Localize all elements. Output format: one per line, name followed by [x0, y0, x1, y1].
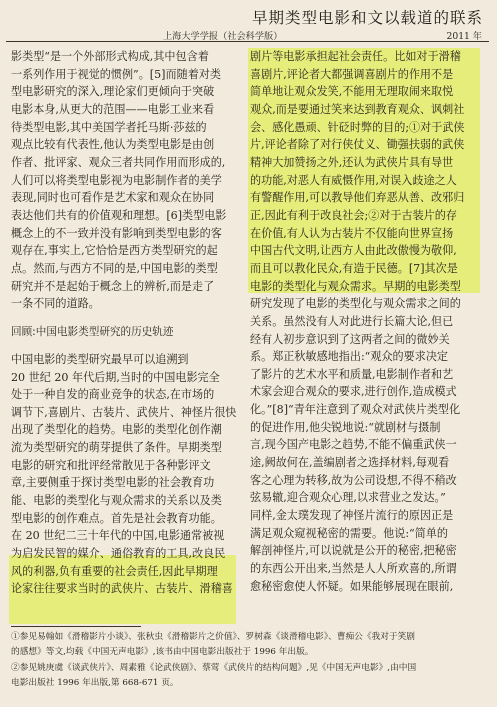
text-line: 调节下,喜剧片、古装片、武侠片、神怪片很快: [11, 405, 237, 419]
text-line: 20 世纪 20 年代后期,当时的中国电影完全: [11, 370, 220, 384]
text-line: 愈秘密愈使人怀疑。如果能够展现在眼前,: [250, 579, 454, 593]
text-line: 有警醒作用,可以教导他们弃恶从善、改邪归: [250, 191, 465, 205]
text-line: 为启发民智的媒介、通俗教育的工具,改良民: [11, 547, 226, 561]
running-title: 早期类型电影和文以载道的联系: [251, 9, 483, 27]
text-line: 观众,而是要通过笑来达到教育观众、讽刺社: [250, 102, 465, 116]
text-line: 剧片等电影承担起社会责任。比如对于滑稽: [250, 50, 461, 63]
text-line: 出现了类型化的趋势。电影的类型化创作潮: [11, 423, 222, 437]
text-line: 而且可以教化民众,有造于民德。[7]其次是: [250, 261, 458, 275]
text-line: 处于一种自发的商业竞争的状态,在市场的: [11, 388, 215, 402]
text-line: 待类型电影,其中美国学者托马斯·莎兹的: [11, 120, 207, 134]
text-line: 作者、批评家、观众三者共同作用而形成的,: [11, 155, 226, 169]
text-line: 表现,同时也可看作是艺术家和观众在协同: [11, 191, 215, 205]
text-line: 精神大加赞扬之外,还认为武侠片具有导世: [250, 155, 454, 169]
text-line: 满足观众窥视秘密的需要。他说:“简单的: [250, 526, 449, 540]
text-line: 解剖神怪片,可以说就是公开的秘密,把秘密: [250, 544, 457, 558]
text-line: 一系列作用于视觉的惯例”。[5]而随着对类: [11, 67, 221, 81]
footnote-line: 电影出版社 1996 年出版,第 668-671 页。: [11, 677, 179, 688]
text-line: 型电影研究的深入,理论家们更倾向于突破: [11, 85, 215, 99]
text-line: 在价值,有人认为古装片不仅能向世界宣扬: [250, 226, 454, 240]
text-line: 流为类型研究的萌芽提供了条件。早期类型: [11, 441, 222, 455]
journal-name: 上海大学学报（社会科学版）: [163, 31, 283, 42]
text-line: 人们可以将类型电影视为电影制作者的美学: [11, 173, 222, 187]
text-line: 电影的类型化与观众需求。早期的电影类型: [250, 279, 461, 293]
text-line: 电影本身,从更大的范围——电影工业来看: [11, 102, 215, 116]
text-line: 研究发现了电影的类型化与观众需求之间的: [250, 297, 461, 311]
text-line: 研究并不是起始于概念上的辨析,而是走了: [11, 279, 215, 293]
text-line: 的东西公开出来,当然是人人所欢喜的,所谓: [250, 562, 457, 576]
footnote-line: ②参见姚庚虞《谈武侠片》、周素雅《论武侠剧》、蔡莺《武侠片的结构问题》,见《中国无声电影》,由中国: [11, 663, 417, 673]
text-line: 观点比较有代表性,他认为类型电影是由创: [11, 138, 215, 152]
text-line: 观存在,事实上,它恰恰是西方类型研究的起: [11, 244, 218, 258]
text-line: 同样,金太璞发现了神怪片流行的原因正是: [250, 509, 454, 523]
footnote-2: [11, 661, 481, 690]
text-line: 章,主要侧重于探讨类型电影的社会教育功: [11, 476, 215, 490]
text-line: 正,因此有利于改良社会;②对于古装片的存: [250, 208, 457, 222]
text-line: 的功能,对恶人有威慑作用,对误入歧途之人: [250, 173, 457, 187]
text-line: 简单地让观众发笑,不能用无理取闹来取悦: [250, 85, 454, 99]
text-line: 中国电影的类型研究最早可以追溯到: [11, 352, 189, 366]
text-line: 术家会迎合观众的要求,进行创作,造成模式: [250, 385, 457, 399]
text-line: 表达他们共有的价值观和理想。[6]类型电影: [11, 208, 227, 222]
text-line: 风的利器,负有重要的社会责任,因此早期理: [11, 564, 218, 578]
text-line: 喜剧片,评论者大都强调喜剧片的作用不是: [250, 67, 454, 81]
publication-year: 2011 年: [446, 31, 482, 42]
text-line: 会、感化愚顽、针砭时弊的目的;①对于武侠: [250, 120, 465, 134]
text-line: 点。然而,与西方不同的是,中国电影的类型: [11, 261, 218, 275]
text-line: 系。郑正秋敏感地指出:“观众的要求决定: [250, 350, 449, 364]
text-line: 型电影的创作难点。首先是社会教育功能。: [11, 511, 222, 525]
text-line: 经有人初步意识到了这两者之间的微妙关: [250, 332, 450, 346]
text-line: 途,阙故何在,盖编剧者之选择材料,每观看: [250, 456, 450, 470]
text-line: 客之心理为转移,故为公司设想,不得不稍改: [250, 473, 457, 487]
text-line: 化。”[8]“青年注意到了观众对武侠片类型化: [250, 403, 461, 417]
section-heading: 回顾:中国电影类型研究的历史轨迹: [11, 325, 174, 338]
text-line: 弦易辙,迎合观众心理,以求营业之发达。”: [250, 491, 446, 505]
text-line: 关系。虽然没有人对此进行长篇大论,但已: [250, 314, 454, 328]
text-line: 一条不同的道路。: [11, 297, 100, 311]
paragraph-gap: [11, 313, 236, 321]
header-rule: [6, 41, 489, 42]
paragraph-gap: [11, 343, 236, 351]
text-line: 概念上的不一致并没有影响到类型电影的客: [11, 226, 222, 240]
text-line: 能、电影的类型化与观众需求的关系以及类: [11, 494, 222, 508]
text-line: 言,现今国产电影之趋势,不能不偏重武侠一: [250, 438, 457, 452]
footnote-rule: [11, 626, 141, 627]
footnote-line: 的感想》等文,均载《中国无声电影》,该书由中国电影出版社于 1996 年出版。: [11, 646, 314, 657]
right-column: [250, 48, 483, 595]
text-line: 了影片的艺术水平和质量,电影制作者和艺: [250, 367, 454, 381]
text-line: 影类型“是一个外部形式构成,其中包含着: [11, 50, 209, 63]
text-line: 中国古代文明,让西方人由此改傲慢为敬仰,: [250, 244, 457, 258]
text-line: 在 20 世纪二三十年代的中国,电影通常被视: [11, 529, 225, 543]
text-line: 的促进作用,他尖锐地说:“就剧材与摄制: [250, 420, 441, 434]
text-line: 电影的研究和批评经常散见于各种影评文: [11, 458, 211, 472]
left-column: [11, 48, 236, 598]
text-line: 片,评论者除了对行侠仗义、锄强扶弱的武侠: [250, 138, 465, 152]
footnote-line: ①参见易翰如《滑稽影片小谈》、张秋虫《滑稽影片之价值》、罗树森《谈滑稽电影》、曹痴公《我对于笑剧: [11, 632, 415, 642]
text-line: 论家往往要求当时的武侠片、古装片、滑稽喜: [11, 582, 233, 596]
footnote-1: [11, 630, 481, 659]
